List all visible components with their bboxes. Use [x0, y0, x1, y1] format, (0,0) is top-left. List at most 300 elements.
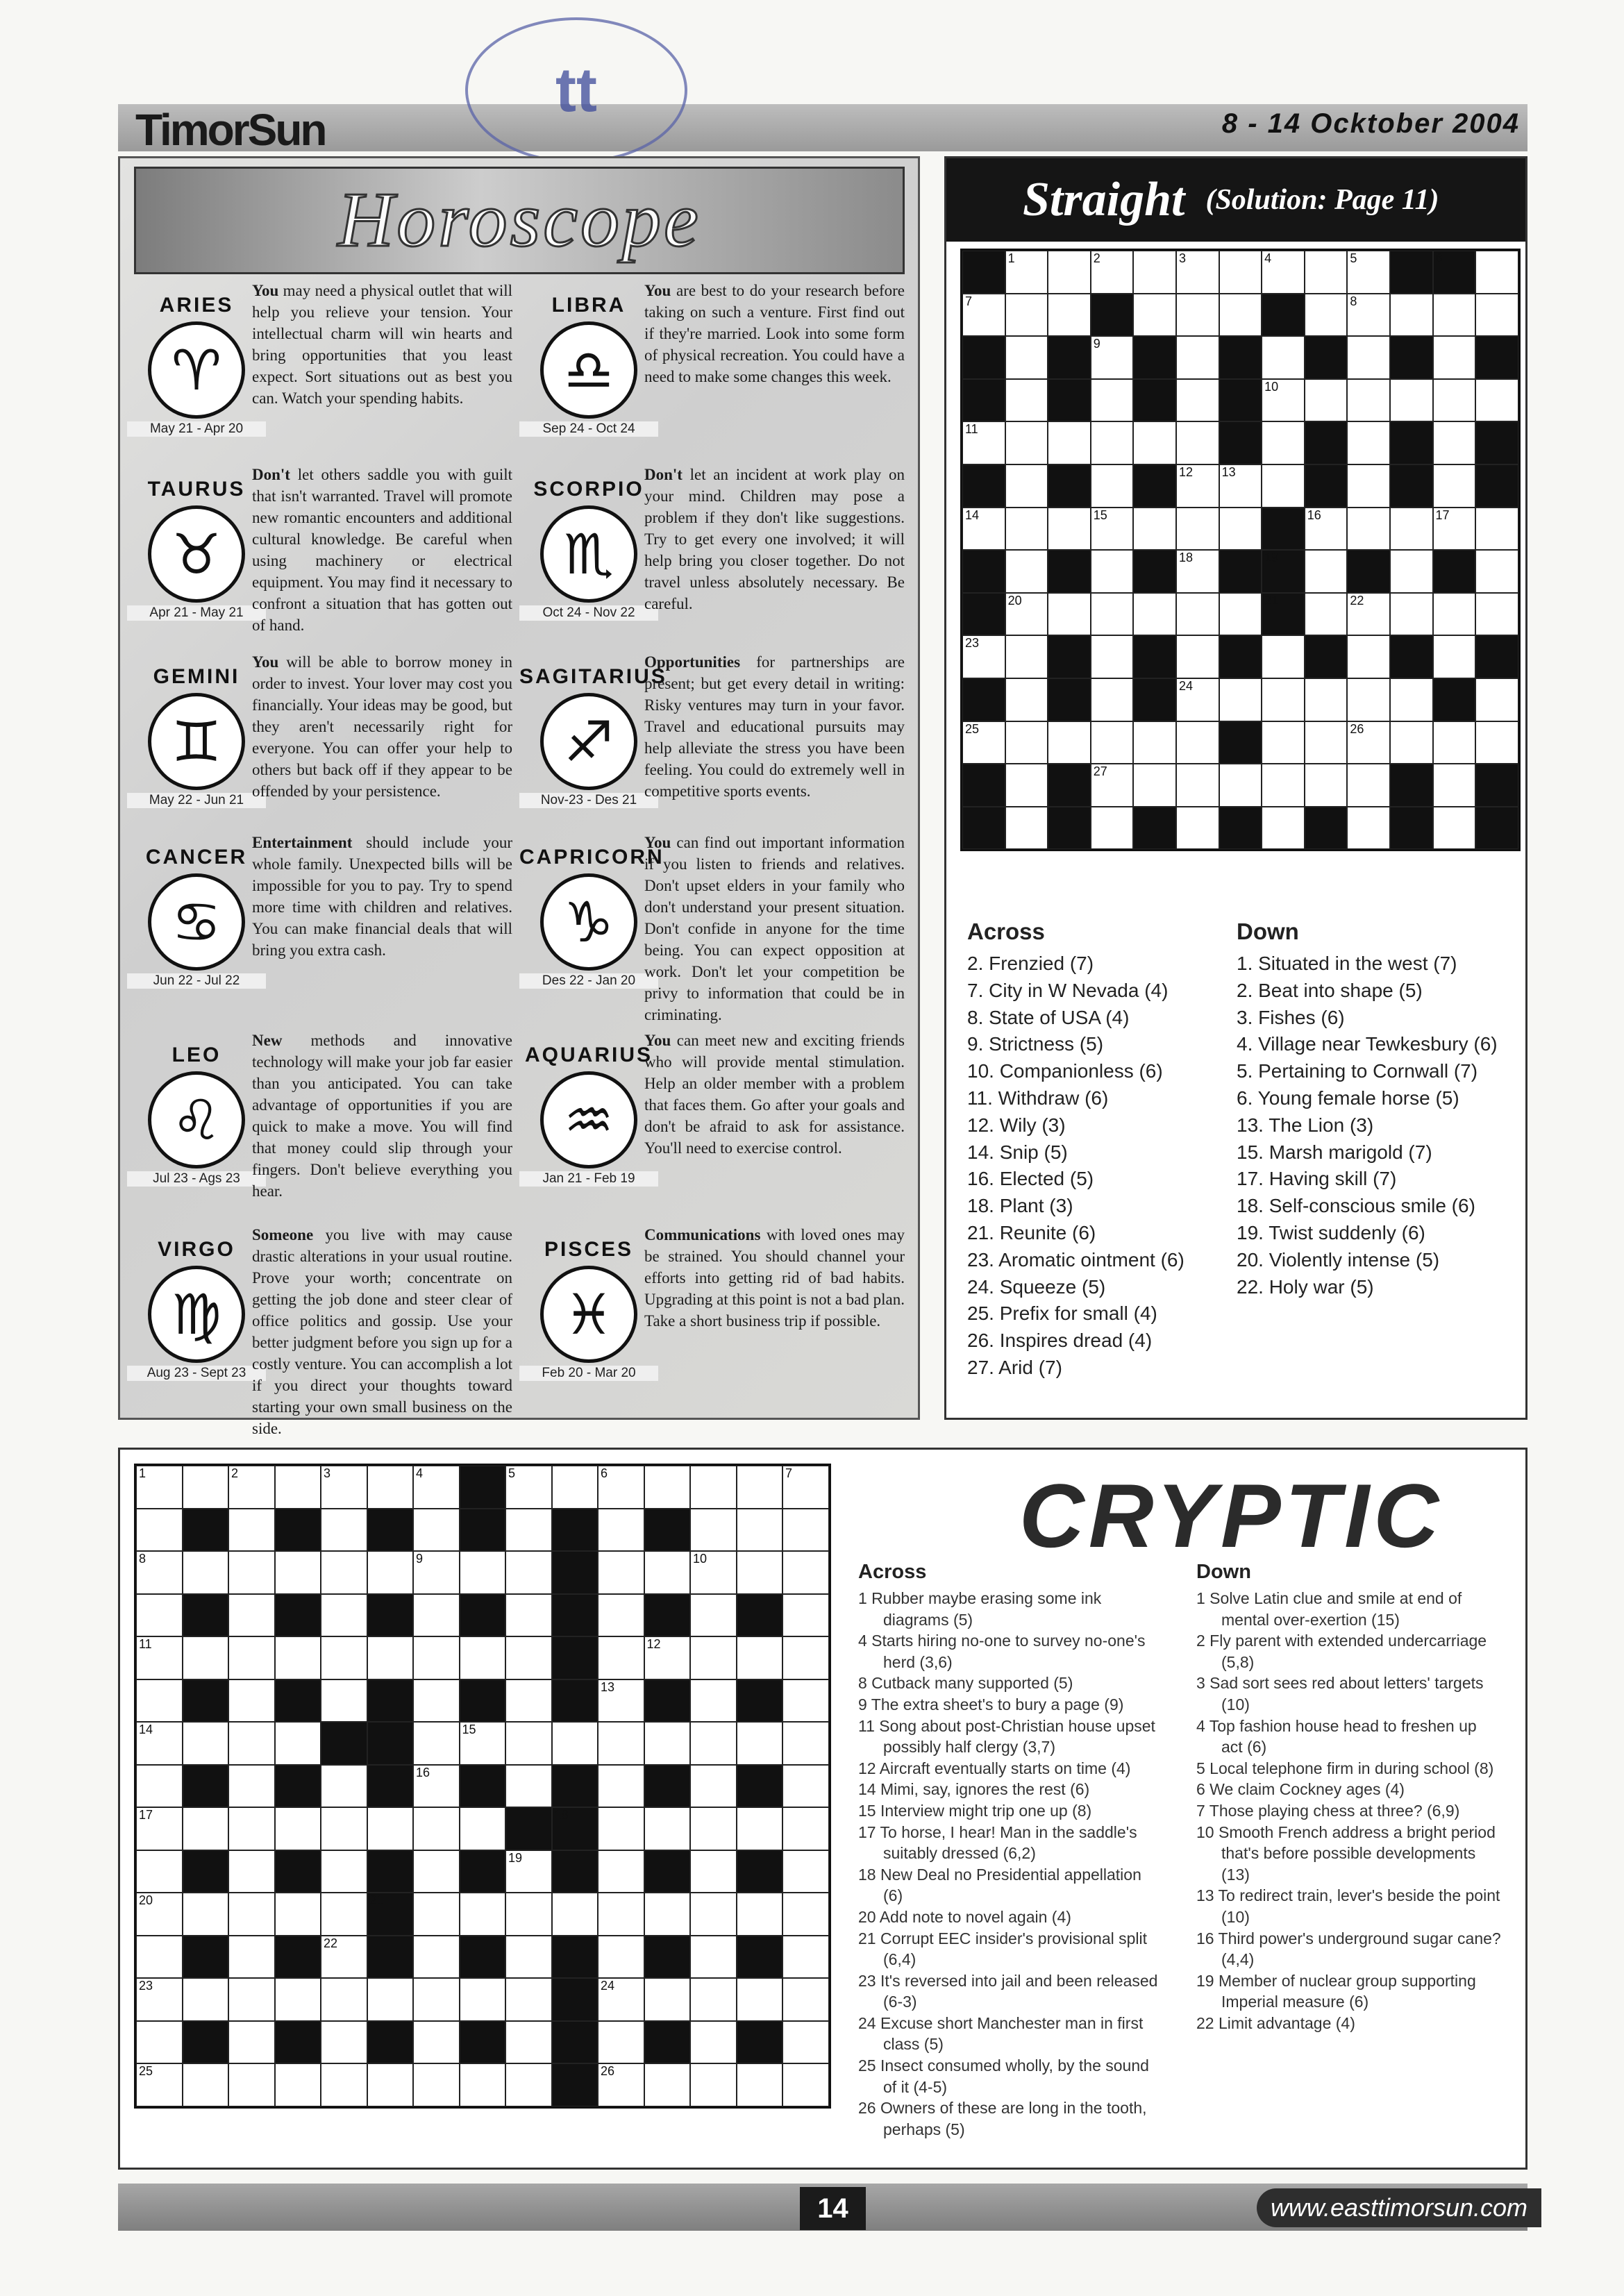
grid-cell[interactable] [1305, 508, 1348, 551]
grid-cell[interactable] [1433, 593, 1476, 636]
grid-cell[interactable] [321, 1978, 367, 2021]
grid-cell[interactable] [1091, 251, 1134, 294]
grid-cell[interactable] [136, 1807, 183, 1850]
straight-across-clue: 27. Arid (7) [967, 1356, 1062, 1378]
grid-cell[interactable] [782, 1509, 829, 1552]
grid-cell[interactable] [644, 1893, 691, 1936]
grid-cell[interactable] [1133, 508, 1176, 551]
grid-cell[interactable] [1390, 550, 1433, 593]
grid-cell[interactable] [321, 1893, 367, 1936]
grid-cell[interactable] [321, 1936, 367, 1979]
grid-cell[interactable] [1005, 251, 1048, 294]
grid-cell[interactable] [228, 1636, 275, 1679]
grid-cell[interactable] [1433, 508, 1476, 551]
grid-cell[interactable] [962, 508, 1005, 551]
grid-cell[interactable] [413, 2021, 460, 2064]
grid-cell[interactable] [1005, 678, 1048, 721]
grid-cell[interactable] [1048, 593, 1091, 636]
grid-cell[interactable] [1091, 764, 1134, 807]
grid-cell[interactable] [275, 1466, 321, 1509]
horoscope-body: let others saddle you with guilt that isn't warranted. Travel will promote new romantic encounters and additional cultural knowledge. Be careful when using machinery or electrical equipment. You may find it necessary to confront a situation that has gotten out of hand. [252, 466, 513, 634]
grid-cell[interactable] [505, 1722, 552, 1765]
grid-cell[interactable] [1176, 379, 1219, 422]
grid-cell[interactable] [782, 1893, 829, 1936]
grid-cell[interactable] [552, 1893, 598, 1936]
grid-cell[interactable] [321, 2063, 367, 2106]
grid-cell[interactable] [690, 1551, 737, 1594]
grid-cell[interactable] [598, 1679, 644, 1723]
grid-cell[interactable] [690, 1850, 737, 1893]
grid-cell[interactable] [1005, 721, 1048, 764]
grid-cell[interactable] [228, 1509, 275, 1552]
grid-cell[interactable] [1347, 508, 1390, 551]
grid-cell[interactable] [598, 1551, 644, 1594]
grid-cell[interactable] [1091, 635, 1134, 678]
grid-cell[interactable] [644, 2063, 691, 2106]
grid-cell[interactable] [1390, 508, 1433, 551]
grid-cell[interactable] [505, 1509, 552, 1552]
grid-cell[interactable] [644, 1636, 691, 1679]
grid-cell[interactable] [644, 1807, 691, 1850]
grid-cell[interactable] [321, 1594, 367, 1637]
grid-cell[interactable] [136, 1679, 183, 1723]
grid-cell[interactable] [644, 1722, 691, 1765]
grid-cell[interactable] [367, 1807, 414, 1850]
grid-cell[interactable] [1048, 294, 1091, 337]
grid-cell[interactable] [552, 1722, 598, 1765]
grid-cell[interactable] [1475, 678, 1518, 721]
horoscope-text-capricorn [644, 832, 905, 1025]
grid-cell[interactable] [1347, 464, 1390, 508]
grid-cell[interactable] [1005, 764, 1048, 807]
grid-cell[interactable] [1262, 721, 1305, 764]
grid-cell[interactable] [598, 1466, 644, 1509]
grid-cell[interactable] [367, 1978, 414, 2021]
grid-cell[interactable] [644, 1466, 691, 1509]
grid-cell[interactable] [1133, 294, 1176, 337]
grid-cell[interactable] [690, 2021, 737, 2064]
grid-cell[interactable] [183, 1466, 229, 1509]
grid-cell[interactable] [367, 1551, 414, 1594]
grid-cell[interactable] [1176, 721, 1219, 764]
grid-cell[interactable] [1091, 721, 1134, 764]
grid-cell[interactable] [598, 1893, 644, 1936]
grid-cell[interactable] [598, 2021, 644, 2064]
grid-cell[interactable] [1433, 807, 1476, 850]
grid-cell[interactable] [1433, 379, 1476, 422]
grid-cell[interactable] [782, 1636, 829, 1679]
grid-cell[interactable] [1219, 678, 1262, 721]
grid-cell[interactable] [136, 1551, 183, 1594]
grid-cell[interactable] [782, 1936, 829, 1979]
grid-cell[interactable] [1176, 807, 1219, 850]
grid-cell[interactable] [1176, 336, 1219, 379]
grid-cell[interactable] [275, 2063, 321, 2106]
grid-cell[interactable] [1176, 764, 1219, 807]
grid-cell[interactable] [1433, 464, 1476, 508]
grid-cell[interactable] [1219, 508, 1262, 551]
grid-cell[interactable] [505, 1636, 552, 1679]
grid-cell[interactable] [183, 1893, 229, 1936]
grid-cell[interactable] [321, 2021, 367, 2064]
grid-cell[interactable] [1176, 464, 1219, 508]
grid-cell[interactable] [367, 1636, 414, 1679]
grid-cell[interactable] [1433, 764, 1476, 807]
grid-cell[interactable] [782, 1722, 829, 1765]
grid-cell[interactable] [690, 1978, 737, 2021]
grid-cell[interactable] [782, 1551, 829, 1594]
grid-cell[interactable] [321, 1551, 367, 1594]
grid-cell[interactable] [1305, 379, 1348, 422]
grid-cell[interactable] [1091, 678, 1134, 721]
grid-cell[interactable] [413, 1636, 460, 1679]
grid-cell[interactable] [228, 1850, 275, 1893]
grid-cell[interactable] [782, 1850, 829, 1893]
grid-cell[interactable] [136, 1509, 183, 1552]
grid-cell[interactable] [136, 1893, 183, 1936]
grid-cell[interactable] [183, 1807, 229, 1850]
cryptic-clue-number: 20 [139, 1893, 153, 1907]
grid-cell[interactable] [552, 1466, 598, 1509]
grid-cell[interactable] [1005, 464, 1048, 508]
grid-cell[interactable] [505, 1893, 552, 1936]
grid-cell[interactable] [598, 1509, 644, 1552]
grid-cell[interactable] [1219, 464, 1262, 508]
grid-cell[interactable] [1475, 550, 1518, 593]
grid-cell[interactable] [228, 1679, 275, 1723]
grid-cell[interactable] [1390, 593, 1433, 636]
grid-cell[interactable] [1347, 721, 1390, 764]
grid-cell[interactable] [1176, 635, 1219, 678]
grid-cell[interactable] [413, 1936, 460, 1979]
grid-cell[interactable] [136, 1594, 183, 1637]
grid-cell[interactable] [598, 1850, 644, 1893]
grid-cell[interactable] [737, 1509, 783, 1552]
grid-cell[interactable] [690, 1893, 737, 1936]
grid-cell[interactable] [1433, 635, 1476, 678]
grid-cell[interactable] [1390, 294, 1433, 337]
grid-cell[interactable] [1390, 379, 1433, 422]
grid-cell[interactable] [275, 1978, 321, 2021]
grid-cell[interactable] [690, 1807, 737, 1850]
grid-cell[interactable] [1091, 336, 1134, 379]
grid-cell[interactable] [1176, 508, 1219, 551]
grid-cell[interactable] [136, 1936, 183, 1979]
grid-cell[interactable] [737, 1893, 783, 1936]
grid-cell[interactable] [228, 1765, 275, 1808]
grid-cell[interactable] [136, 1850, 183, 1893]
grid-cell[interactable] [505, 1765, 552, 1808]
grid-cell[interactable] [136, 2063, 183, 2106]
grid-cell[interactable] [598, 1636, 644, 1679]
grid-cell[interactable] [1133, 421, 1176, 464]
grid-cell[interactable] [136, 1765, 183, 1808]
grid-cell[interactable] [505, 2063, 552, 2106]
grid-cell[interactable] [1305, 294, 1348, 337]
grid-cell[interactable] [413, 1765, 460, 1808]
grid-cell[interactable] [275, 1807, 321, 1850]
grid-cell[interactable] [1176, 550, 1219, 593]
grid-cell[interactable] [321, 1636, 367, 1679]
grid-cell[interactable] [1005, 807, 1048, 850]
sign-badge-leo [127, 1044, 266, 1187]
grid-cell[interactable] [275, 1722, 321, 1765]
grid-cell[interactable] [1176, 294, 1219, 337]
grid-cell[interactable] [1048, 721, 1091, 764]
grid-cell[interactable] [1048, 508, 1091, 551]
grid-cell[interactable] [460, 1551, 506, 1594]
grid-cell[interactable] [1091, 593, 1134, 636]
grid-cell[interactable] [228, 1978, 275, 2021]
grid-cell[interactable] [183, 1636, 229, 1679]
grid-cell[interactable] [1262, 336, 1305, 379]
grid-cell[interactable] [413, 1679, 460, 1723]
grid-cell[interactable] [782, 1978, 829, 2021]
grid-cell[interactable] [136, 1466, 183, 1509]
grid-cell[interactable] [598, 1594, 644, 1637]
grid-cell[interactable] [275, 1893, 321, 1936]
grid-cell[interactable] [413, 1978, 460, 2021]
grid-cell[interactable] [460, 1893, 506, 1936]
grid-cell[interactable] [228, 1807, 275, 1850]
grid-cell[interactable] [367, 1466, 414, 1509]
grid-cell[interactable] [1005, 635, 1048, 678]
grid-cell[interactable] [962, 294, 1005, 337]
grid-cell[interactable] [1176, 593, 1219, 636]
grid-cell[interactable] [737, 1978, 783, 2021]
grid-cell[interactable] [1347, 336, 1390, 379]
grid-cell[interactable] [1262, 678, 1305, 721]
grid-cell[interactable] [1475, 721, 1518, 764]
grid-cell[interactable] [690, 1636, 737, 1679]
grid-cell[interactable] [1176, 421, 1219, 464]
grid-cell[interactable] [1133, 721, 1176, 764]
grid-cell[interactable] [228, 2021, 275, 2064]
grid-cell[interactable] [1347, 251, 1390, 294]
grid-cell[interactable] [782, 1679, 829, 1723]
grid-cell[interactable] [413, 1509, 460, 1552]
grid-cell[interactable] [1390, 721, 1433, 764]
grid-cell[interactable] [1305, 593, 1348, 636]
grid-cell[interactable] [413, 1807, 460, 1850]
grid-cell[interactable] [228, 2063, 275, 2106]
grid-cell[interactable] [598, 2063, 644, 2106]
grid-cell[interactable] [737, 1551, 783, 1594]
grid-cell[interactable] [413, 1551, 460, 1594]
grid-cell[interactable] [1005, 421, 1048, 464]
grid-cell[interactable] [690, 1509, 737, 1552]
grid-cell[interactable] [460, 1978, 506, 2021]
grid-cell[interactable] [598, 1936, 644, 1979]
grid-cell[interactable] [413, 1893, 460, 1936]
grid-cell[interactable] [505, 1850, 552, 1893]
grid-cell[interactable] [1048, 421, 1091, 464]
grid-cell[interactable] [413, 1594, 460, 1637]
grid-cell[interactable] [1433, 721, 1476, 764]
grid-cell[interactable] [1305, 764, 1348, 807]
grid-cell[interactable] [1305, 550, 1348, 593]
website-link[interactable]: www.easttimorsun.com [1257, 2188, 1541, 2227]
grid-cell[interactable] [1091, 379, 1134, 422]
grid-cell[interactable] [1347, 593, 1390, 636]
grid-cell[interactable] [1091, 421, 1134, 464]
grid-cell[interactable] [183, 1978, 229, 2021]
grid-cell[interactable] [598, 1807, 644, 1850]
grid-cell[interactable] [1005, 379, 1048, 422]
grid-cell[interactable] [505, 1594, 552, 1637]
grid-cell[interactable] [228, 1551, 275, 1594]
grid-cell[interactable] [228, 1936, 275, 1979]
grid-cell[interactable] [1262, 464, 1305, 508]
grid-cell[interactable] [690, 1936, 737, 1979]
grid-cell[interactable] [1347, 807, 1390, 850]
grid-cell[interactable] [962, 721, 1005, 764]
grid-cell[interactable] [413, 1850, 460, 1893]
grid-cell[interactable] [782, 2063, 829, 2106]
grid-cell[interactable] [1347, 678, 1390, 721]
grid-cell[interactable] [1475, 508, 1518, 551]
grid-cell[interactable] [962, 635, 1005, 678]
grid-cell[interactable] [228, 1893, 275, 1936]
grid-cell[interactable] [690, 1765, 737, 1808]
grid-cell[interactable] [1005, 336, 1048, 379]
grid-cell[interactable] [1433, 421, 1476, 464]
grid-cell[interactable] [1262, 421, 1305, 464]
grid-cell[interactable] [413, 2063, 460, 2106]
grid-cell[interactable] [1091, 464, 1134, 508]
grid-cell[interactable] [275, 1551, 321, 1594]
grid-cell[interactable] [460, 1807, 506, 1850]
grid-cell[interactable] [321, 1850, 367, 1893]
grid-cell[interactable] [505, 1978, 552, 2021]
grid-cell[interactable] [598, 1765, 644, 1808]
grid-cell[interactable] [1219, 593, 1262, 636]
grid-cell[interactable] [1305, 721, 1348, 764]
grid-cell[interactable] [1475, 593, 1518, 636]
grid-cell[interactable] [737, 1466, 783, 1509]
grid-cell[interactable] [1433, 336, 1476, 379]
grid-cell[interactable] [1262, 379, 1305, 422]
grid-cell[interactable] [1133, 593, 1176, 636]
grid-cell[interactable] [413, 1722, 460, 1765]
grid-cell[interactable] [505, 1466, 552, 1509]
grid-cell[interactable] [228, 1594, 275, 1637]
grid-cell[interactable] [1475, 294, 1518, 337]
grid-cell[interactable] [321, 1466, 367, 1509]
grid-cell[interactable] [782, 2021, 829, 2064]
grid-cell[interactable] [1347, 421, 1390, 464]
grid-cell[interactable] [228, 1722, 275, 1765]
grid-cell[interactable] [644, 1978, 691, 2021]
grid-cell[interactable] [136, 2021, 183, 2064]
grid-cell[interactable] [598, 1722, 644, 1765]
grid-cell[interactable] [737, 1722, 783, 1765]
grid-cell[interactable] [1133, 764, 1176, 807]
grid-cell[interactable] [1262, 635, 1305, 678]
grid-cell[interactable] [136, 1722, 183, 1765]
grid-cell[interactable] [1475, 251, 1518, 294]
grid-cell[interactable] [460, 1722, 506, 1765]
grid-cell[interactable] [690, 1679, 737, 1723]
grid-block [737, 1850, 783, 1893]
grid-cell[interactable] [1091, 807, 1134, 850]
grid-cell[interactable] [1262, 764, 1305, 807]
grid-cell[interactable] [1005, 508, 1048, 551]
grid-cell[interactable] [321, 1679, 367, 1723]
grid-cell[interactable] [505, 2021, 552, 2064]
grid-cell[interactable] [321, 1509, 367, 1552]
grid-cell[interactable] [1347, 635, 1390, 678]
grid-cell[interactable] [367, 2063, 414, 2106]
grid-cell[interactable] [598, 1978, 644, 2021]
grid-cell[interactable] [1005, 550, 1048, 593]
grid-cell[interactable] [228, 1466, 275, 1509]
grid-cell[interactable] [1305, 678, 1348, 721]
grid-cell[interactable] [1305, 251, 1348, 294]
grid-cell[interactable] [1091, 508, 1134, 551]
grid-cell[interactable] [690, 1594, 737, 1637]
grid-cell[interactable] [321, 1807, 367, 1850]
grid-cell[interactable] [782, 1807, 829, 1850]
grid-cell[interactable] [962, 421, 1005, 464]
grid-cell[interactable] [505, 1679, 552, 1723]
grid-cell[interactable] [737, 2063, 783, 2106]
grid-cell[interactable] [1390, 678, 1433, 721]
grid-cell[interactable] [505, 1551, 552, 1594]
grid-cell[interactable] [460, 2063, 506, 2106]
grid-cell[interactable] [275, 1636, 321, 1679]
grid-cell[interactable] [505, 1936, 552, 1979]
grid-cell[interactable] [1433, 294, 1476, 337]
grid-cell[interactable] [136, 1636, 183, 1679]
grid-cell[interactable] [1347, 764, 1390, 807]
grid-cell[interactable] [413, 1466, 460, 1509]
grid-cell[interactable] [183, 1722, 229, 1765]
grid-cell[interactable] [782, 1765, 829, 1808]
grid-cell[interactable] [1262, 807, 1305, 850]
grid-cell[interactable] [1219, 764, 1262, 807]
grid-cell[interactable] [1347, 379, 1390, 422]
grid-cell[interactable] [737, 1807, 783, 1850]
grid-cell[interactable] [136, 1978, 183, 2021]
grid-cell[interactable] [1219, 294, 1262, 337]
grid-cell[interactable] [460, 1636, 506, 1679]
grid-cell[interactable] [737, 1636, 783, 1679]
grid-cell[interactable] [1048, 251, 1091, 294]
grid-cell[interactable] [1005, 593, 1048, 636]
horoscope-banner [134, 167, 905, 274]
grid-cell[interactable] [1176, 678, 1219, 721]
grid-cell[interactable] [782, 1594, 829, 1637]
grid-cell[interactable] [1133, 251, 1176, 294]
grid-cell[interactable] [690, 1466, 737, 1509]
grid-cell[interactable] [1005, 294, 1048, 337]
grid-cell[interactable] [1262, 251, 1305, 294]
grid-cell[interactable] [690, 1722, 737, 1765]
grid-cell[interactable] [183, 2063, 229, 2106]
grid-cell[interactable] [782, 1466, 829, 1509]
grid-cell[interactable] [644, 1551, 691, 1594]
grid-cell[interactable] [1091, 550, 1134, 593]
grid-cell[interactable] [1475, 379, 1518, 422]
grid-cell[interactable] [1176, 251, 1219, 294]
grid-cell[interactable] [1347, 294, 1390, 337]
grid-cell[interactable] [1219, 251, 1262, 294]
grid-cell[interactable] [321, 1765, 367, 1808]
cryptic-clue-number: 23 [139, 1979, 153, 1993]
grid-cell[interactable] [183, 1551, 229, 1594]
grid-cell[interactable] [690, 2063, 737, 2106]
